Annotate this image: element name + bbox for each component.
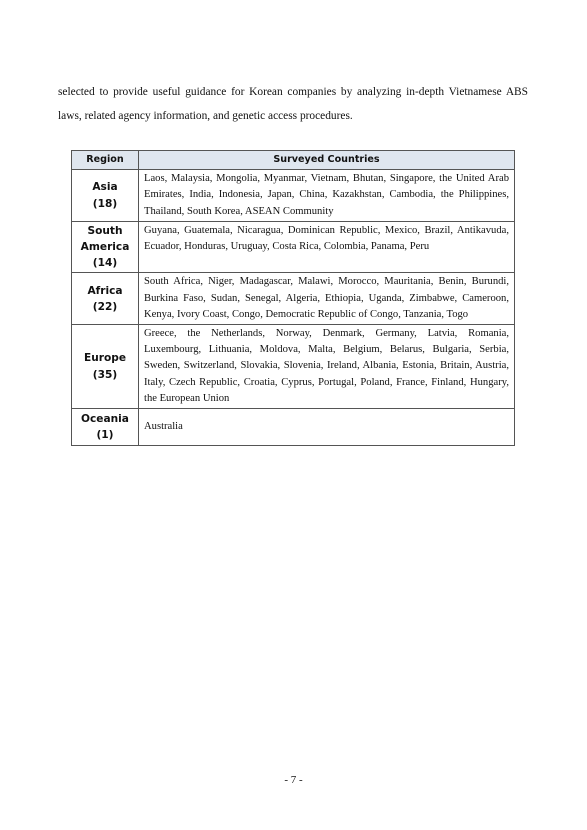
region-name: Asia [92,181,118,194]
region-name: Europe [83,352,127,365]
region-name: South America [80,224,130,254]
region-cell-europe [72,325,139,409]
table-row [72,221,515,273]
region-count: (14) [92,257,118,270]
countries-cell-africa: South Africa, Niger, Madagascar, Malawi, Morocco, Mauritania, Benin, Burundi, Burkina Faso, Sudan, Senegal, Algeria, Ethiopia, Uganda, Zimbabwe, Cameroon, Kenya, Ivory Coast, Congo, Democratic Republic of Congo, Tanzania, Togo [139,273,515,325]
header-surveyed-countries: Surveyed Countries [139,151,515,170]
intro-paragraph: selected to provide useful guidance for Korean companies by analyzing in-depth Vietnamese ABS laws, related agency information, and genetic access procedures. [58,86,528,122]
countries-cell-oceania: Australia [139,409,515,446]
region-cell-asia [72,170,139,222]
region-name: Africa [87,284,123,297]
header-region: Region [72,151,139,170]
countries-cell-asia: Laos, Malaysia, Mongolia, Myanmar, Vietnam, Bhutan, Singapore, the United Arab Emirates, India, Indonesia, Japan, China, Kazakhstan, Cambodia, the Philippines, Thailand, South Korea, ASEAN Community [139,170,515,222]
region-cell-south-america [72,221,139,273]
region-cell-oceania [72,409,139,446]
surveyed-countries-table [71,150,515,446]
table-header-row [72,151,515,170]
region-count: (22) [92,300,118,313]
region-count: (1) [96,429,114,442]
table-row [72,170,515,222]
region-count: (18) [92,197,118,210]
page-number: - 7 - [284,774,303,786]
table-row [72,325,515,409]
region-cell-africa [72,273,139,325]
countries-cell-south-america: Guyana, Guatemala, Nicaragua, Dominican Republic, Mexico, Brazil, Antikavuda, Ecuador, Honduras, Uruguay, Costa Rica, Colombia, Panama, Peru [139,221,515,273]
region-count: (35) [92,368,118,381]
table-row [72,409,515,446]
table-row [72,273,515,325]
region-name: Oceania [81,412,129,425]
countries-cell-europe: Greece, the Netherlands, Norway, Denmark, Germany, Latvia, Romania, Luxembourg, Lithuania, Moldova, Malta, Belgium, Belarus, Bulgaria, Serbia, Sweden, Switzerland, Slovakia, Slovenia, Ireland, Albania, Estonia, Britain, Austria, Italy, Czech Republic, Croatia, Cyprus, Portugal, Poland, France, Finland, Hungary, the European Union [139,325,515,409]
